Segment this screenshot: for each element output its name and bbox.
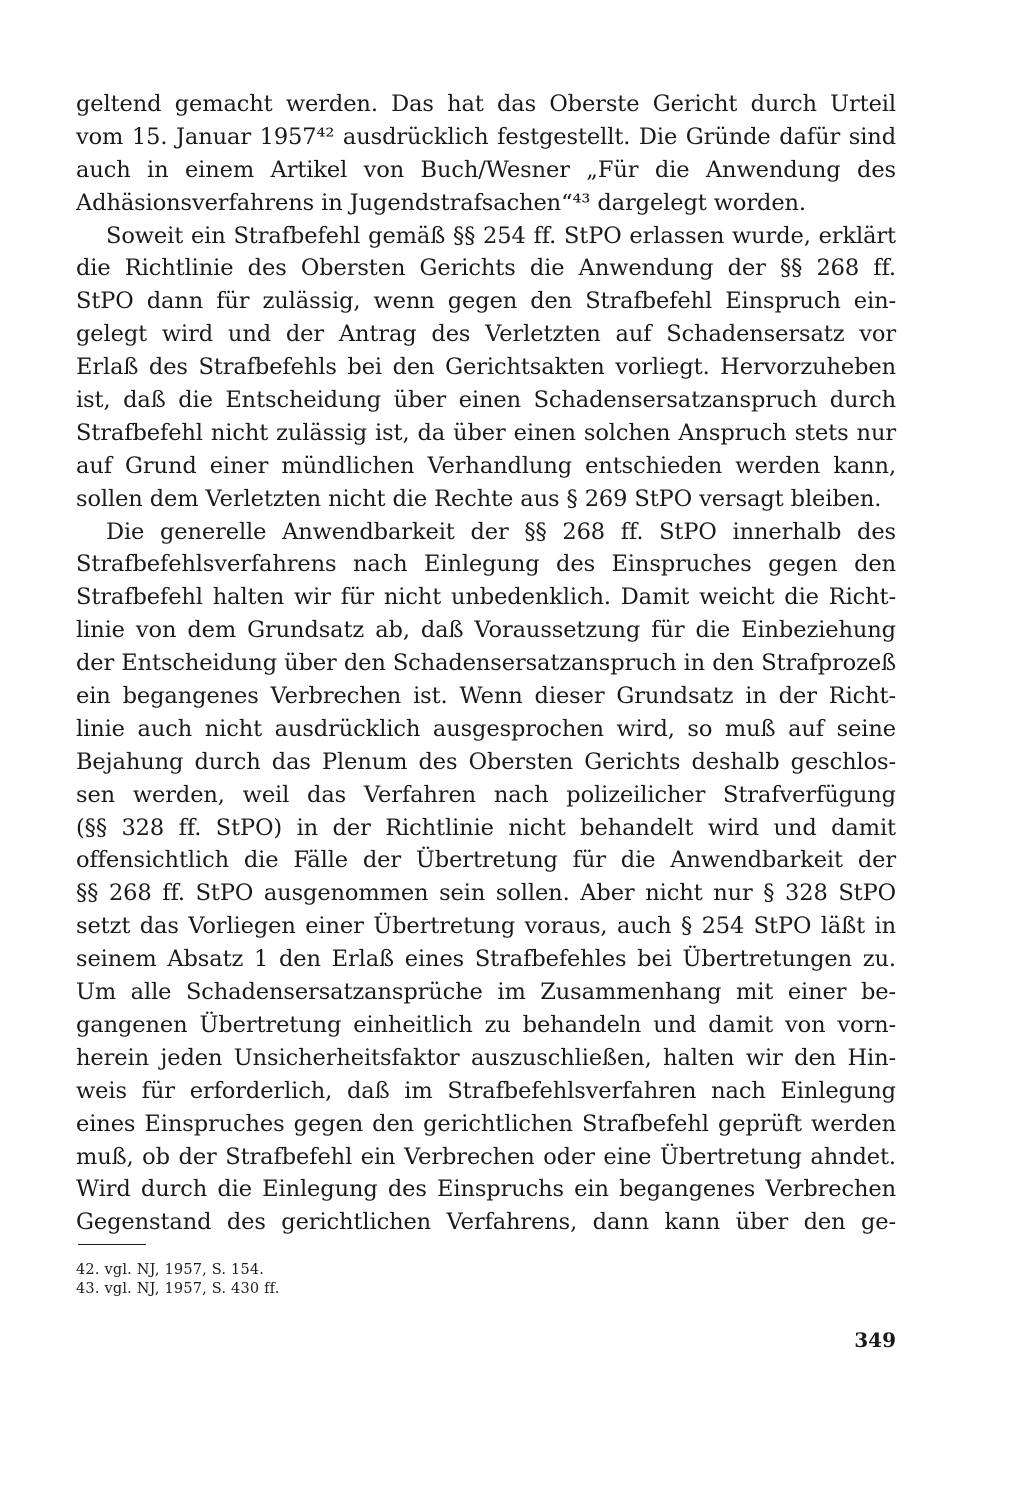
text-line: Um alle Schadensersatzansprüche im Zusammenhang mit einer be-: [76, 979, 896, 1006]
text-line: seinem Absatz 1 den Erlaß eines Strafbefehles bei Übertretungen zu.: [76, 946, 896, 973]
text-line: Strafbefehl halten wir für nicht unbedenklich. Damit weicht die Richt-: [76, 584, 896, 611]
text-line: muß, ob der Strafbefehl ein Verbrechen oder eine Übertretung ahndet.: [76, 1143, 896, 1170]
text-line: gangenen Übertretung einheitlich zu behandeln und damit von vorn-: [76, 1011, 896, 1038]
text-line: linie auch nicht ausdrücklich ausgesprochen wird, so muß auf seine: [76, 715, 896, 742]
text-line: Strafbefehlsverfahrens nach Einlegung des Einspruches gegen den: [76, 551, 896, 578]
text-line: setzt das Vorliegen einer Übertretung voraus, auch § 254 StPO läßt in: [76, 913, 896, 940]
text-line: der Entscheidung über den Schadensersatzanspruch in den Strafprozeß: [76, 650, 896, 677]
text-line: Bejahung durch das Plenum des Obersten Gerichts deshalb geschlos-: [76, 748, 896, 775]
text-line: linie von dem Grundsatz ab, daß Voraussetzung für die Einbeziehung: [76, 617, 896, 644]
text-line: StPO dann für zulässig, wenn gegen den Strafbefehl Einspruch ein-: [76, 288, 896, 315]
footnote-divider: [78, 1244, 146, 1245]
text-line: geltend gemacht werden. Das hat das Oberste Gericht durch Urteil: [76, 91, 896, 117]
footnote-43: 43. vgl. NJ, 1957, S. 430 ff.: [76, 1281, 280, 1297]
text-line: §§ 268 ff. StPO ausgenommen sein sollen. Aber nicht nur § 328 StPO: [76, 880, 896, 907]
paragraph-first-line: Die generelle Anwendbarkeit der §§ 268 ff. StPO innerhalb des: [106, 518, 896, 545]
text-line: offensichtlich die Fälle der Übertretung für die Anwendbarkeit der: [76, 847, 896, 874]
text-line: gelegt wird und der Antrag des Verletzten auf Schadensersatz vor: [76, 321, 896, 348]
paragraph-first-line: Soweit ein Strafbefehl gemäß §§ 254 ff. StPO erlassen wurde, erklärt: [106, 222, 896, 249]
footnote-42: 42. vgl. NJ, 1957, S. 154.: [76, 1262, 265, 1278]
text-line: auf Grund einer mündlichen Verhandlung entschieden werden kann,: [76, 452, 896, 479]
text-line: Erlaß des Strafbefehls bei den Gerichtsakten vorliegt. Hervorzuheben: [76, 354, 896, 381]
text-line: Adhäsionsverfahrens in Jugendstrafsachen“⁴³ dargelegt worden.: [76, 189, 806, 216]
text-line: herein jeden Unsicherheitsfaktor auszuschließen, halten wir den Hin-: [76, 1044, 896, 1071]
text-line: sollen dem Verletzten nicht die Rechte aus § 269 StPO versagt bleiben.: [76, 485, 882, 512]
text-line: vom 15. Januar 1957⁴² ausdrücklich festgestellt. Die Gründe dafür sind: [76, 123, 896, 150]
text-line: Strafbefehl nicht zulässig ist, da über einen solchen Anspruch stets nur: [76, 419, 896, 446]
text-line: ist, daß die Entscheidung über einen Schadensersatzanspruch durch: [76, 387, 896, 414]
footnotes: [76, 1261, 476, 1299]
text-line: (§§ 328 ff. StPO) in der Richtlinie nicht behandelt wird und damit: [76, 814, 896, 841]
page-number: 349: [854, 1328, 896, 1352]
text-line: eines Einspruches gegen den gerichtlichen Strafbefehl geprüft werden: [76, 1110, 896, 1137]
text-line: die Richtlinie des Obersten Gerichts die Anwendung der §§ 268 ff.: [76, 255, 896, 282]
body-text: [76, 88, 896, 1239]
text-line: auch in einem Artikel von Buch/Wesner „Für die Anwendung des: [76, 156, 896, 183]
text-line: Wird durch die Einlegung des Einspruchs ein begangenes Verbrechen: [76, 1176, 896, 1203]
text-line: weis für erforderlich, daß im Strafbefehlsverfahren nach Einlegung: [76, 1077, 896, 1104]
text-line: sen werden, weil das Verfahren nach polizeilicher Strafverfügung: [76, 781, 896, 808]
text-line: Gegenstand des gerichtlichen Verfahrens, dann kann über den ge-: [76, 1209, 896, 1236]
text-line: ein begangenes Verbrechen ist. Wenn dieser Grundsatz in der Richt-: [76, 683, 896, 710]
